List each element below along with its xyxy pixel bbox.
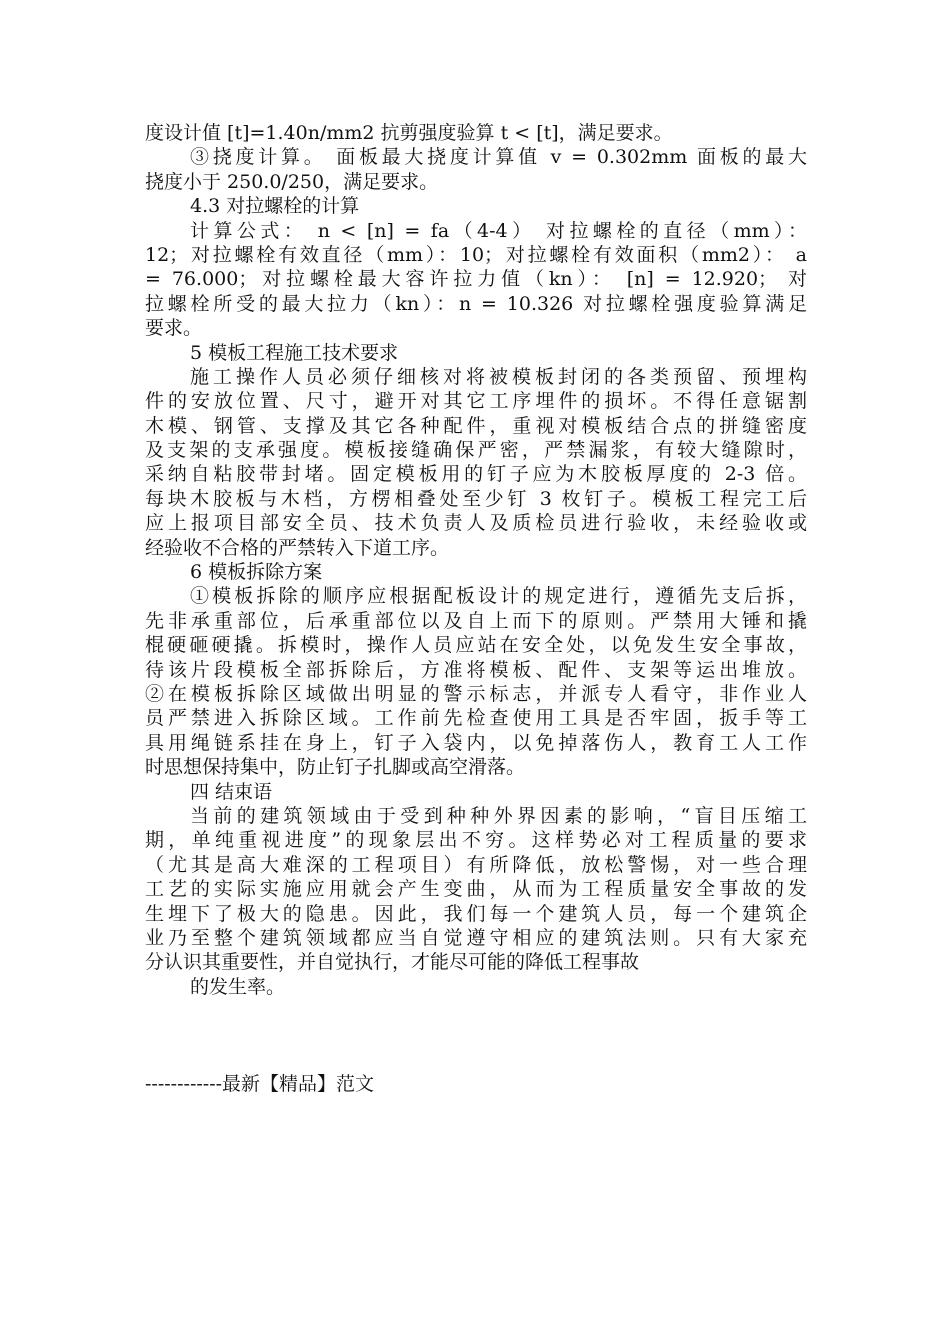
text-line: 6 模板拆除方案: [190, 561, 323, 584]
text-line: 分认识其重要性，并自觉执行，才能尽可能的降低工程事故: [145, 951, 640, 974]
text-line: 12；对拉螺栓有效直径（mm）：10；对拉螺栓有效面积（mm2）： a: [145, 243, 807, 266]
footer-text: ------------最新【精品】范文: [145, 1073, 375, 1095]
text-line: 及支架的支承强度。模板接缝确保严密，严禁漏浆，有较大缝隙时，: [145, 439, 807, 462]
text-line: 应上报项目部安全员、技术负责人及质检员进行验收，未经验收或: [145, 512, 807, 535]
text-line: 员严禁进入拆除区域。工作前先检查使用工具是否牢固，扳手等工: [145, 707, 807, 730]
text-line: （尤其是高大难深的工程项目）有所降低，放松警惕，对一些合理: [145, 853, 807, 876]
text-line: ①模板拆除的顺序应根据配板设计的规定进行，遵循先支后拆，: [190, 585, 807, 608]
text-line: 计算公式： n < [n] = fa（4-4） 对拉螺栓的直径（mm）：: [190, 219, 807, 242]
text-line: 时思想保持集中，防止钉子扎脚或高空滑落。: [145, 756, 526, 779]
text-line: 待该片段模板全部拆除后，方准将模板、配件、支架等运出堆放。: [145, 658, 807, 681]
text-line: 采纳自粘胶带封堵。固定模板用的钉子应为木胶板厚度的 2-3 倍。: [145, 463, 807, 486]
text-line: 四 结束语: [190, 780, 273, 803]
text-line: 当前的建筑领域由于受到种种外界因素的影响，“盲目压缩工: [190, 804, 807, 827]
text-line: 施工操作人员必须仔细核对将被模板封闭的各类预留、预埋构: [190, 365, 807, 388]
text-line: 挠度小于 250.0/250，满足要求。: [145, 170, 439, 193]
text-line: = 76.000；对拉螺栓最大容许拉力值（kn）： [n] = 12.920； 对: [145, 268, 807, 291]
text-line: ②在模板拆除区域做出明显的警示标志，并派专人看守，非作业人: [145, 682, 807, 705]
text-line: 每块木胶板与木档，方楞相叠处至少钉 3 枚钉子。模板工程完工后: [145, 487, 807, 510]
text-line: 的发生率。: [190, 975, 286, 998]
text-line: 工艺的实际实施应用就会产生变曲，从而为工程质量安全事故的发: [145, 878, 807, 901]
document-body: [145, 121, 807, 999]
text-line: 棍硬砸硬撬。拆模时，操作人员应站在安全处，以免发生安全事故，: [145, 634, 807, 657]
text-line: 经验收不合格的严禁转入下道工序。: [145, 536, 450, 559]
text-line: 件的安放位置、尺寸，避开对其它工序埋件的损坏。不得任意锯割: [145, 390, 807, 413]
text-line: 先非承重部位，后承重部位以及自上而下的原则。严禁用大锤和撬: [145, 609, 807, 632]
text-line: 业乃至整个建筑领域都应当自觉遵守相应的建筑法则。只有大家充: [145, 926, 807, 949]
text-line: 木模、钢管、支撑及其它各种配件，重视对模板结合点的拼缝密度: [145, 414, 807, 437]
text-line: 5 模板工程施工技术要求: [190, 341, 399, 364]
text-line: 生埋下了极大的隐患。因此，我们每一个建筑人员，每一个建筑企: [145, 902, 807, 925]
text-line: 要求。: [145, 317, 203, 340]
text-line: 具用绳链系挂在身上，钉子入袋内，以免掉落伤人，教育工人工作: [145, 731, 807, 754]
text-line: 期，单纯重视进度”的现象层出不穷。这样势必对工程质量的要求: [145, 829, 807, 852]
text-line: 拉螺栓所受的最大拉力（kn）：n = 10.326 对拉螺栓强度验算满足: [145, 292, 807, 315]
text-line: ③挠度计算。 面板最大挠度计算值 v = 0.302mm 面板的最大: [190, 146, 807, 169]
text-line: 4.3 对拉螺栓的计算: [190, 195, 360, 218]
text-line: 度设计值 [t]=1.40n/mm2 抗剪强度验算 t < [t]，满足要求。: [145, 122, 673, 144]
